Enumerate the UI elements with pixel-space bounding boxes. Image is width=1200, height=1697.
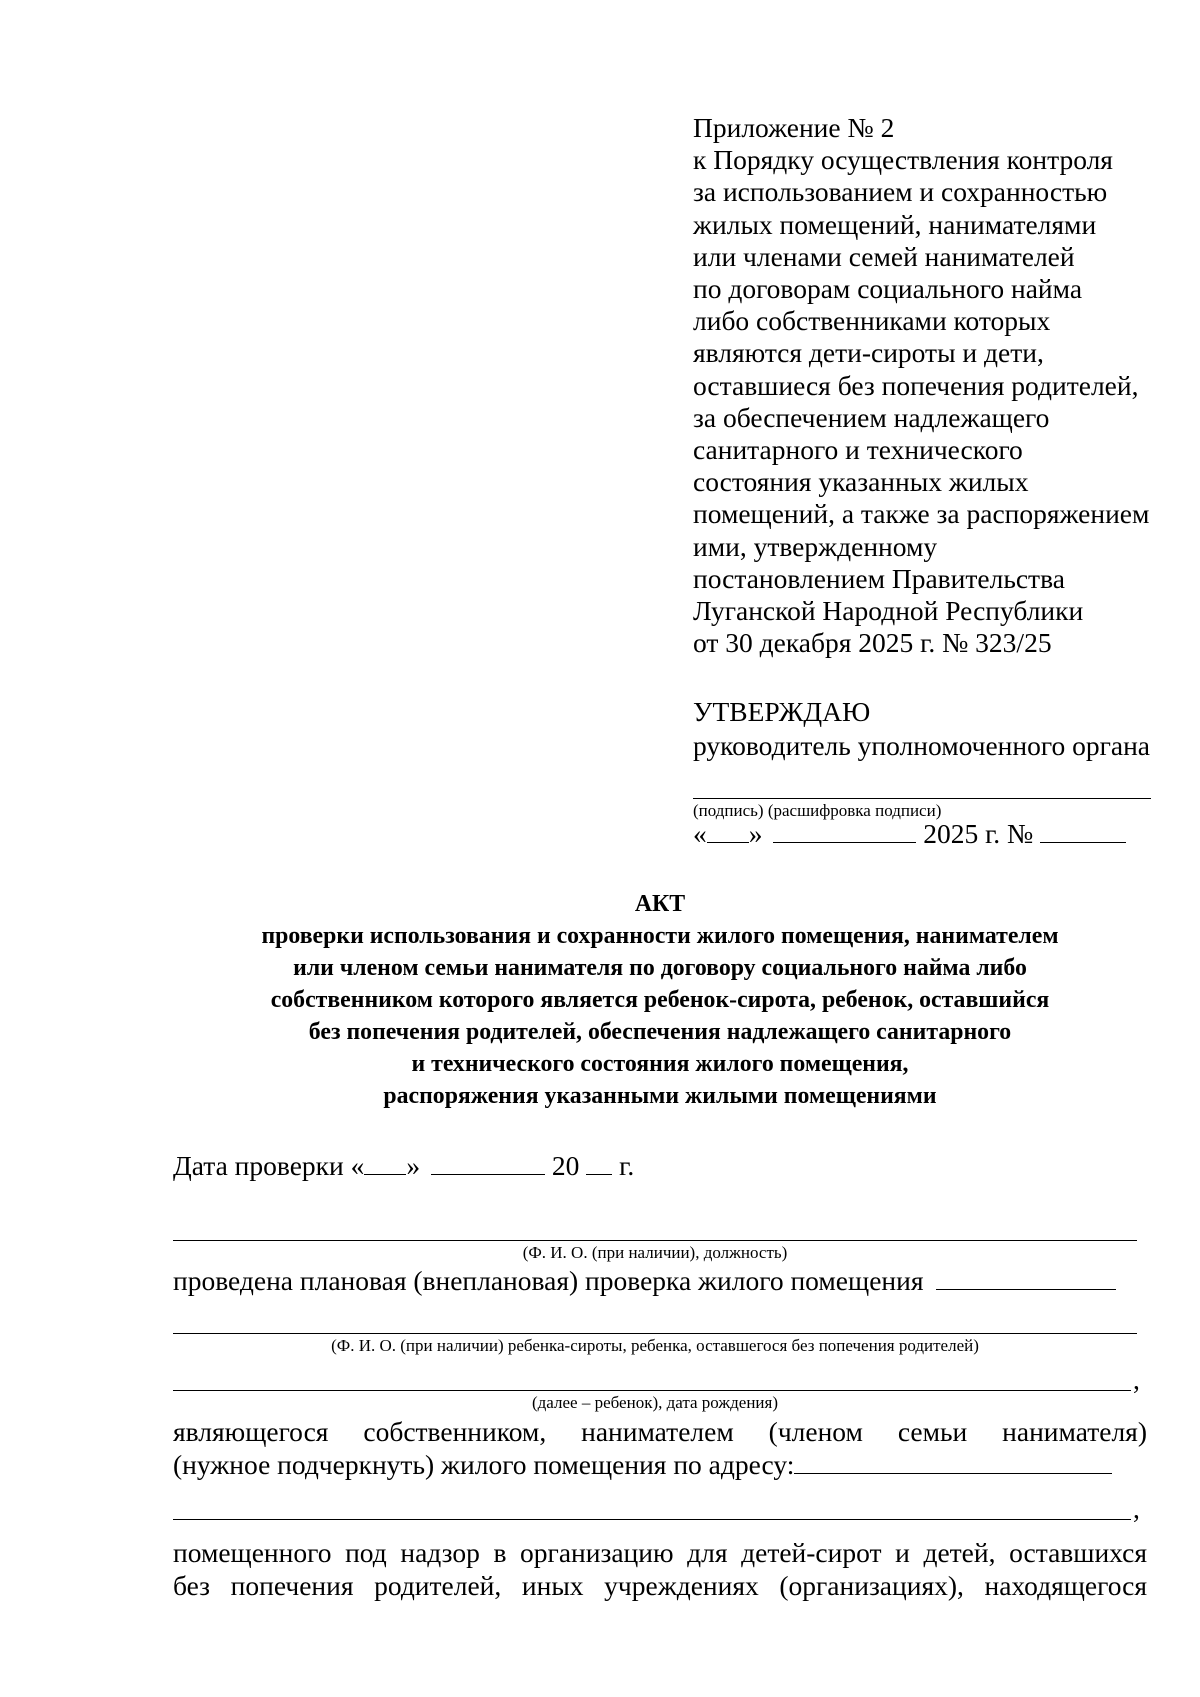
act-subtitle-line: или членом семьи нанимателя по договору социального найма либо <box>293 955 1027 981</box>
child-name-line <box>173 1333 1137 1334</box>
inspection-text: проведена плановая (внеплановая) проверка жилого помещения <box>173 1265 924 1296</box>
appendix-line: являются дети-сироты и дети, <box>693 337 1044 369</box>
approval-date-open: « <box>693 818 707 849</box>
approval-title: УТВЕРЖДАЮ <box>693 696 871 727</box>
approval-date-close: » <box>748 818 763 849</box>
approval-role: руководитель уполномоченного органа <box>693 730 1150 761</box>
approval-month-blank <box>773 820 916 843</box>
appendix-line: оставшиеся без попечения родителей, <box>693 369 1139 401</box>
appendix-line: состояния указанных жилых <box>693 466 1029 498</box>
appendix-line: Луганской Народной Республики <box>693 595 1084 627</box>
appendix-line: по договорам социального найма <box>693 273 1083 305</box>
appendix-line: помещений, а также за распоряжением <box>693 498 1150 530</box>
check-date-line <box>173 1150 634 1182</box>
appendix-line: постановлением Правительства <box>693 562 1065 594</box>
placed-line-2: без попечения родителей, иных учреждениях (организациях), находящегося <box>173 1570 1147 1601</box>
inspection-line <box>173 1265 1116 1297</box>
appendix-line: либо собственниками которых <box>693 305 1051 337</box>
child-caption: (Ф. И. О. (при наличии) ребенка-сироты, ребенка, оставшегося без попечения родителей) <box>331 1336 979 1355</box>
act-subtitle <box>170 920 1150 1112</box>
inspector-line <box>173 1240 1137 1241</box>
act-heading <box>170 888 1150 1112</box>
appendix-line: или членами семей нанимателей <box>693 240 1075 272</box>
appendix-line: за обеспечением надлежащего <box>693 401 1050 433</box>
check-year-blank <box>586 1152 612 1175</box>
check-century: 20 <box>551 1150 580 1181</box>
signature-line <box>693 798 1151 799</box>
act-subtitle-line: собственником которого является ребенок-сирота, ребенок, оставшийся <box>270 987 1050 1013</box>
appendix-line: санитарного и технического <box>693 434 1023 466</box>
act-subtitle-line: распоряжения указанными жилыми помещениями <box>383 1083 937 1109</box>
placed-line-1: помещенного под надзор в организацию для детей-сирот и детей, оставшихся <box>173 1537 1147 1568</box>
address-blank <box>794 1451 1112 1474</box>
appendix-line: от 30 декабря 2025 г. № 323/25 <box>693 627 1052 659</box>
act-subtitle-line: проверки использования и сохранности жилого помещения, нанимателем <box>261 923 1059 949</box>
birth-line <box>173 1390 1131 1391</box>
appendix-line: к Порядку осуществления контроля <box>693 144 1113 176</box>
appendix-block <box>693 112 1149 659</box>
check-date-close: » <box>406 1150 421 1181</box>
approval-number-blank <box>1040 820 1126 843</box>
check-date-label: Дата проверки « <box>173 1150 365 1181</box>
owner-line-2 <box>173 1449 1112 1481</box>
appendix-line: ими, утвержденному <box>693 530 938 562</box>
act-subtitle-line: без попечения родителей, обеспечения надлежащего санитарного <box>308 1019 1012 1045</box>
check-day-blank <box>364 1152 406 1175</box>
address-line-comma: , <box>1133 1493 1140 1524</box>
appendix-line: жилых помещений, нанимателями <box>693 208 1097 240</box>
birth-line-comma: , <box>1133 1364 1140 1395</box>
owner-line-1: являющегося собственником, нанимателем (членом семьи нанимателя) <box>173 1416 1147 1447</box>
approval-year-text: 2025 г. № <box>923 818 1034 849</box>
signature-caption: (подпись) (расшифровка подписи) <box>693 801 942 820</box>
birth-caption: (далее – ребенок), дата рождения) <box>532 1393 778 1412</box>
owner-line-2-text: (нужное подчеркнуть) жилого помещения по адресу: <box>173 1449 795 1480</box>
check-year-suffix: г. <box>619 1150 635 1181</box>
appendix-line: Приложение № 2 <box>693 112 895 143</box>
inspector-caption: (Ф. И. О. (при наличии), должность) <box>522 1243 788 1262</box>
dwelling-blank <box>936 1267 1116 1290</box>
act-title: АКТ <box>634 891 686 917</box>
approval-date-line <box>693 818 1126 850</box>
approval-day-blank <box>707 820 749 843</box>
act-subtitle-line: и технического состояния жилого помещения, <box>411 1051 909 1077</box>
address-line <box>173 1519 1131 1520</box>
appendix-line: за использованием и сохранностью <box>693 176 1108 208</box>
check-month-blank <box>431 1152 545 1175</box>
